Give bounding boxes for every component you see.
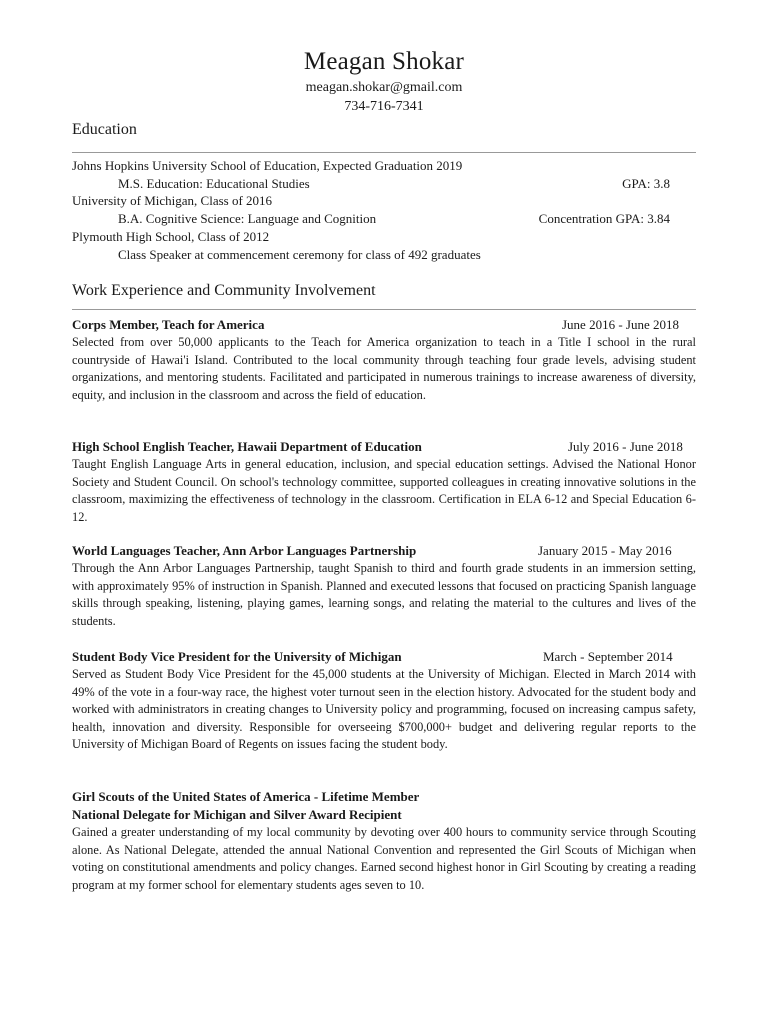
work-divider [72, 309, 696, 310]
job-dates: January 2015 - May 2016 [538, 543, 672, 558]
job-entry [72, 542, 696, 630]
job-title: Corps Member, Teach for America [72, 317, 265, 332]
job-header [72, 438, 696, 456]
job-description: Gained a greater understanding of my local community by devoting over 400 hours to community service through Scouting alone. As National Delegate, attended the annual National Convention and represented the Girl Scouts of Michigan when voting on constitutional amendments and policy changes. Earned second highest honor in Girl Scouting by creating a reading program at my former school for elementary students ages seven to 10. [72, 825, 696, 892]
education-school-3: Plymouth High School, Class of 2012 [72, 229, 270, 244]
work-heading: Work Experience and Community Involvement [72, 282, 376, 299]
job-header [72, 788, 696, 806]
job-description: Served as Student Body Vice President for the 45,000 students at the University of Michigan. Elected in March 2014 with 49% of the vote in a four-way race, the highest voter turnout seen in the election history. Advocated for the student body and worked with administrators in creating changes to University policy and programming, focused on increasing campus safety, health, innovation and diversity. Responsible for overseeing $700,000+ budget and delivering regular reports to the University of Michigan Board of Regents on issues facing the student body. [72, 667, 696, 752]
job-header [72, 316, 696, 334]
job-title: Student Body Vice President for the University of Michigan [72, 649, 402, 664]
candidate-name: Meagan Shokar [303, 48, 465, 75]
job-entry [72, 316, 696, 404]
job-dates: June 2016 - June 2018 [562, 317, 679, 332]
email-address: meagan.shokar@gmail.com [305, 80, 463, 95]
job-entry [72, 438, 696, 526]
education-heading: Education [72, 121, 137, 138]
education-degree-2: B.A. Cognitive Science: Language and Cognition [118, 211, 377, 226]
job-dates: March - September 2014 [543, 649, 673, 664]
job-description: Selected from over 50,000 applicants to the Teach for America organization to teach in a Title I school in the rural countryside of Hawai'i Island. Contributed to the local community through teaching four grade levels, advising student organizations, and mentoring students. Facilitated and participated in numerous trainings to increase awareness of diversity, equity, and inclusion in the classroom and across the field of education. [72, 335, 696, 402]
phone-number: 734-716-7341 [344, 99, 424, 114]
job-subtitle: National Delegate for Michigan and Silver Award Recipient [72, 807, 402, 822]
job-entry [72, 648, 696, 754]
education-school-1: Johns Hopkins University School of Education, Expected Graduation 2019 [72, 158, 463, 173]
job-description: Taught English Language Arts in general education, inclusion, and special education settings. Advised the National Honor Society and Student Council. On school's technology committee, supported colleagues in creating innovative solutions in the classroom, maximizing the effectiveness of technology in the classroom. Certification in ELA 6-12 and Special Education 6-12. [72, 457, 696, 524]
education-gpa-1: GPA: 3.8 [622, 176, 670, 191]
job-header [72, 648, 696, 666]
education-divider [72, 152, 696, 153]
job-title: Girl Scouts of the United States of America - Lifetime Member [72, 789, 420, 804]
education-school-2: University of Michigan, Class of 2016 [72, 193, 273, 208]
job-dates: July 2016 - June 2018 [568, 439, 683, 454]
education-detail-3: Class Speaker at commencement ceremony for class of 492 graduates [118, 247, 481, 262]
job-entry [72, 788, 696, 894]
education-gpa-2: Concentration GPA: 3.84 [538, 211, 670, 226]
education-degree-1: M.S. Education: Educational Studies [118, 176, 310, 191]
job-title: High School English Teacher, Hawaii Department of Education [72, 439, 422, 454]
job-title: World Languages Teacher, Ann Arbor Languages Partnership [72, 543, 417, 558]
job-header [72, 542, 696, 560]
job-description: Through the Ann Arbor Languages Partnership, taught Spanish to third and fourth grade students in an immersion setting, with approximately 95% of instruction in Spanish. Planned and executed lessons that focused on practicing Spanish language skills through speaking, listening, playing games, learning songs, and relating the material to the cultures and lives of the students. [72, 561, 696, 628]
